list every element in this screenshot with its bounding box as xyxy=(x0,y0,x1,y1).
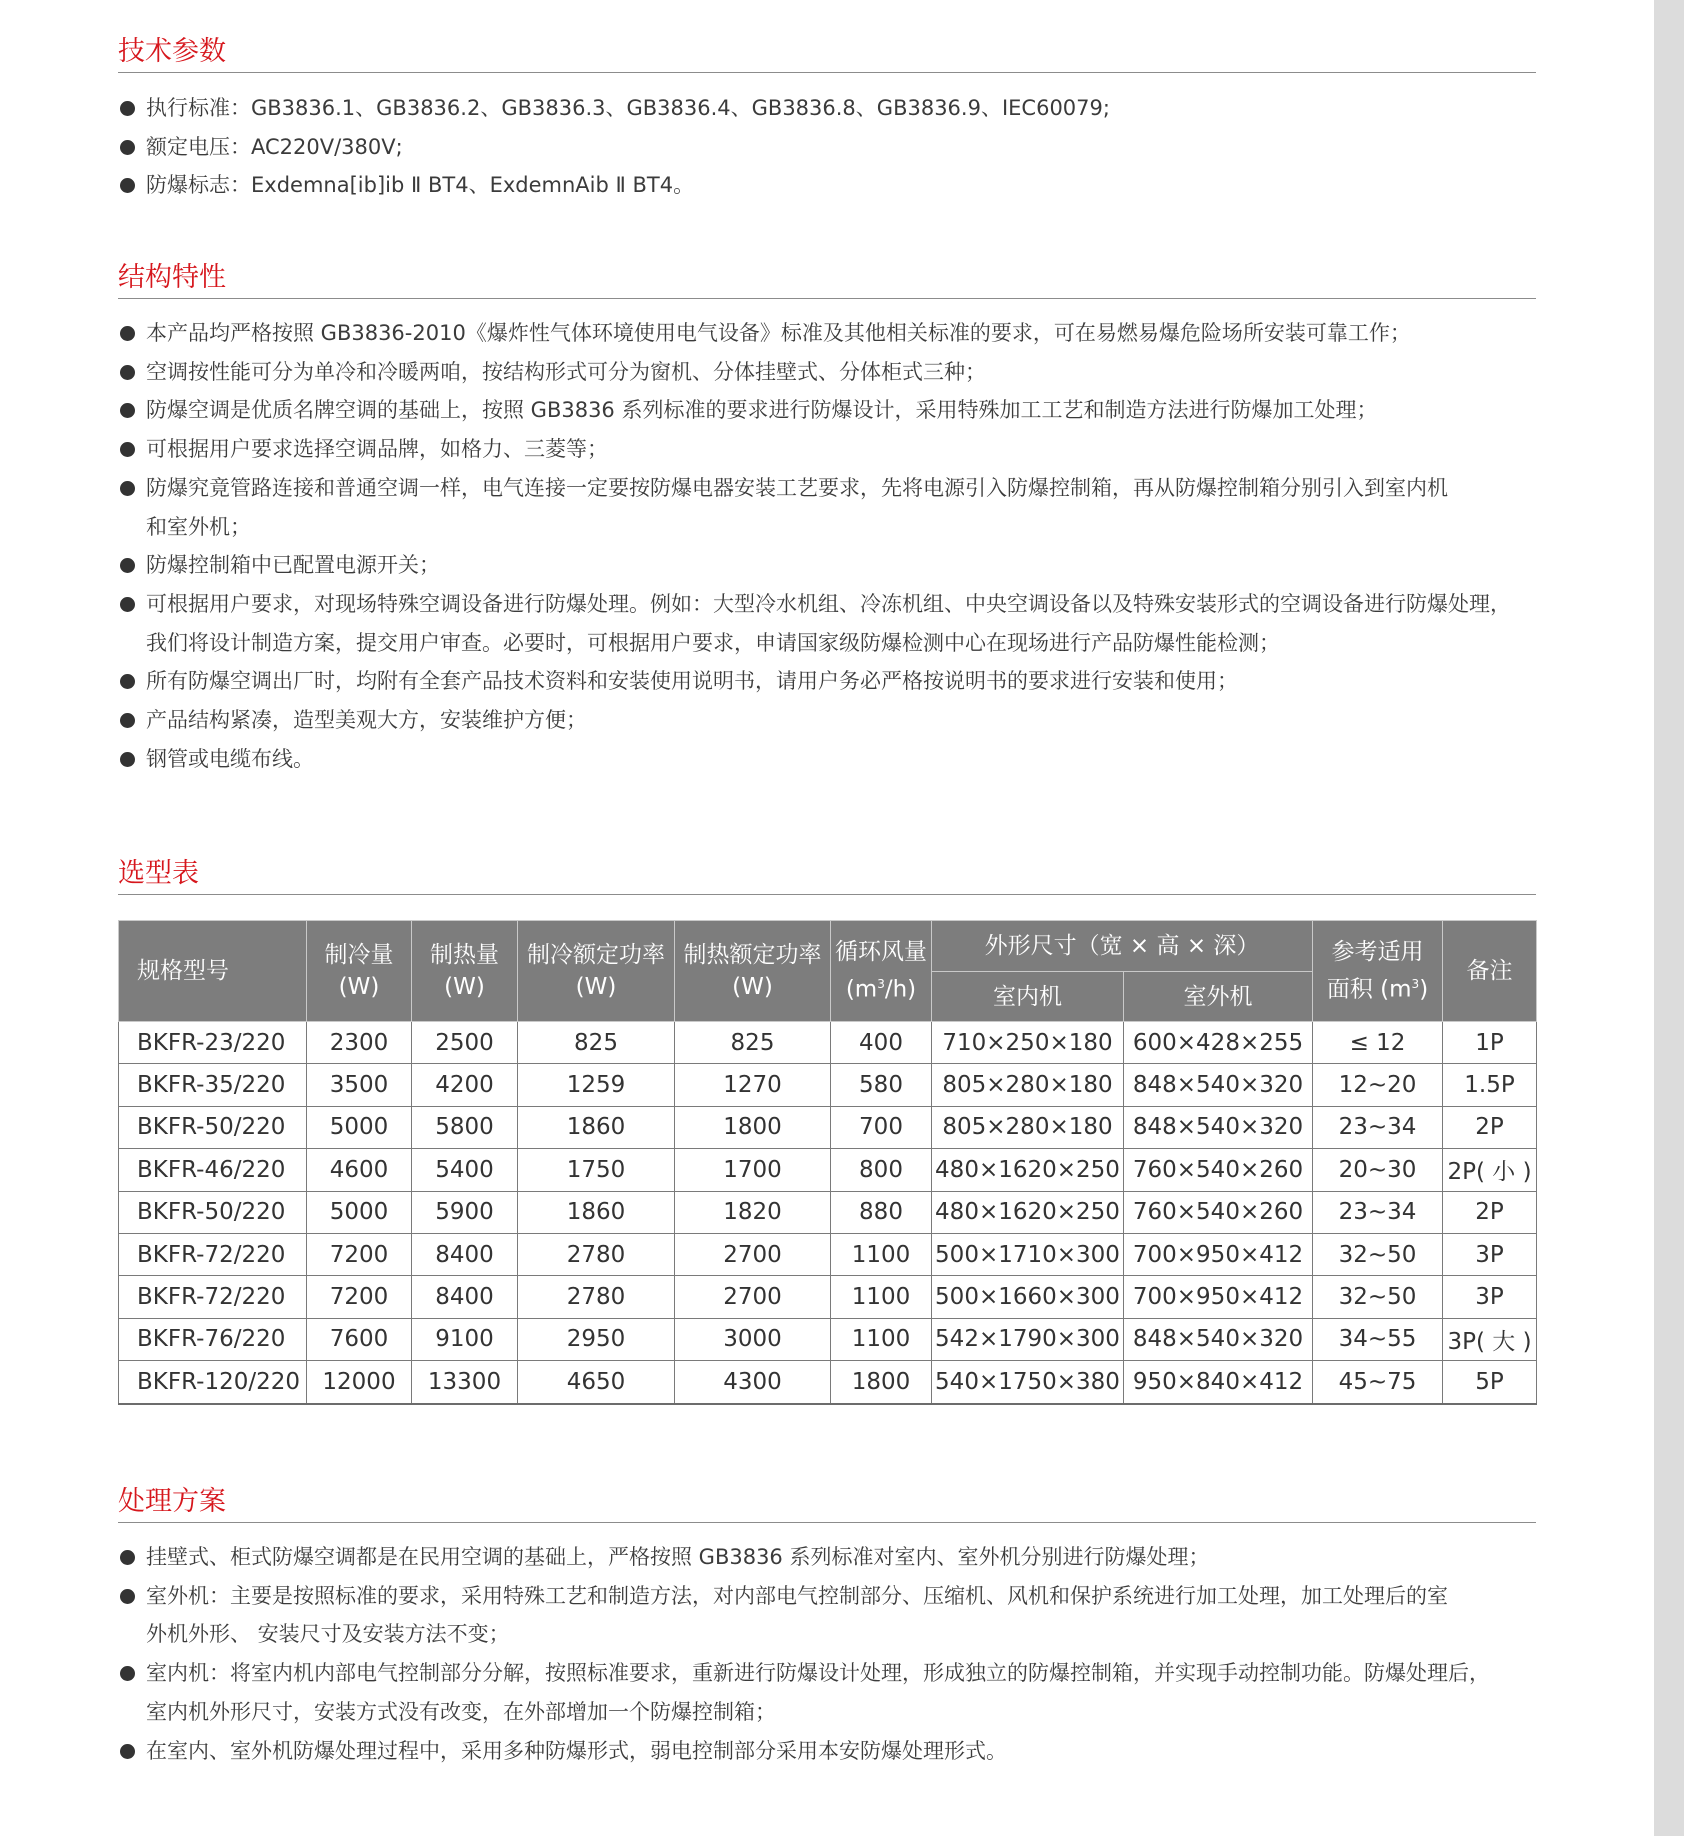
structure-list xyxy=(118,314,1538,778)
list-item: 防爆空调是优质名牌空调的基础上，按照 GB3836 系列标准的要求进行防爆设计，采用特殊加工工艺和制造方法进行防爆加工处理； xyxy=(118,391,1538,430)
col-indoor: 室内机 xyxy=(932,972,1124,1022)
col-area: 参考适用 面积 $(m^3)$ xyxy=(1313,921,1443,1022)
list-item: 室外机：主要是按照标准的要求，采用特殊工艺和制造方法，对内部电气控制部分、压缩机、风机和保护系统进行加工处理，加工处理后的室 外机外形、 安装尺寸及安装方法不变； xyxy=(118,1577,1538,1654)
list-item: 防爆究竟管路连接和普通空调一样，电气连接一定要按防爆电器安装工艺要求，先将电源引入防爆控制箱，再从防爆控制箱分别引入到室内机 和室外机； xyxy=(118,469,1538,546)
list-item: 本产品均严格按照 GB3836-2010《爆炸性气体环境使用电气设备》标准及其他相关标准的要求，可在易燃易爆危险场所安装可靠工作； xyxy=(118,314,1538,353)
list-item: 在室内、室外机防爆处理过程中，采用多种防爆形式，弱电控制部分采用本安防爆处理形式。 xyxy=(118,1732,1538,1771)
table-row: BKFR-46/220 4600 5400 1750 1700 800 480×1620×250 760×540×260 20~30 2P( 小 ) xyxy=(119,1149,1537,1191)
list-item: 室内机：将室内机内部电气控制部分分解，按照标准要求，重新进行防爆设计处理，形成独立的防爆控制箱，并实现手动控制功能。防爆处理后， 室内机外形尺寸，安装方式没有改变，在外部增加一个防爆控制箱； xyxy=(118,1654,1538,1731)
list-item: 空调按性能可分为单冷和冷暖两咱，按结构形式可分为窗机、分体挂壁式、分体柜式三种； xyxy=(118,353,1538,392)
table-row: BKFR-72/220 7200 8400 2780 2700 1100 500×1660×300 700×950×412 32~50 3P xyxy=(119,1276,1537,1318)
col-heat-power: 制热额定功率 (W) xyxy=(675,921,831,1022)
table-row: BKFR-50/220 5000 5900 1860 1820 880 480×1620×250 760×540×260 23~34 2P xyxy=(119,1191,1537,1233)
section-title-tech: 技术参数 xyxy=(118,34,1536,73)
col-size: 外形尺寸（宽 × 高 × 深） xyxy=(932,921,1313,972)
section-title-treatment: 处理方案 xyxy=(118,1484,1536,1523)
selection-table xyxy=(118,920,1537,1405)
section-title-selection: 选型表 xyxy=(118,856,1536,895)
table-row: BKFR-35/220 3500 4200 1259 1270 580 805×280×180 848×540×320 12~20 1.5P xyxy=(119,1064,1537,1106)
table-header-row xyxy=(119,921,1537,972)
table-row: BKFR-50/220 5000 5800 1860 1800 700 805×280×180 848×540×320 23~34 2P xyxy=(119,1106,1537,1148)
tech-list xyxy=(118,89,1538,205)
list-item: 额定电压：AC220V/380V; xyxy=(118,128,1538,167)
col-airflow: 循环风量 $(m^3/h)$ xyxy=(831,921,932,1022)
list-item: 可根据用户要求选择空调品牌，如格力、三菱等； xyxy=(118,430,1538,469)
list-item: 防爆标志：Exdemna[ib]ib Ⅱ BT4、ExdemnAib Ⅱ BT4。 xyxy=(118,166,1538,205)
list-item: 钢管或电缆布线。 xyxy=(118,740,1538,779)
treatment-list xyxy=(118,1538,1538,1770)
table-row: BKFR-72/220 7200 8400 2780 2700 1100 500×1710×300 700×950×412 32~50 3P xyxy=(119,1233,1537,1275)
col-heating: 制热量 (W) xyxy=(412,921,518,1022)
section-title-structure: 结构特性 xyxy=(118,260,1536,299)
list-item: 可根据用户要求，对现场特殊空调设备进行防爆处理。例如：大型冷水机组、冷冻机组、中央空调设备以及特殊安装形式的空调设备进行防爆处理， 我们将设计制造方案，提交用户审查。必要时，可根据用户要求，申请国家级防爆检测中心在现场进行产品防爆性能检测； xyxy=(118,585,1538,662)
list-item: 执行标准：GB3836.1、GB3836.2、GB3836.3、GB3836.4、GB3836.8、GB3836.9、IEC60079; xyxy=(118,89,1538,128)
col-model: 规格型号 xyxy=(119,921,307,1022)
col-cooling: 制冷量 (W) xyxy=(307,921,412,1022)
table-row: BKFR-120/220 12000 13300 4650 4300 1800 540×1750×380 950×840×412 45~75 5P xyxy=(119,1361,1537,1404)
list-item: 防爆控制箱中已配置电源开关； xyxy=(118,546,1538,585)
list-item: 所有防爆空调出厂时，均附有全套产品技术资料和安装使用说明书，请用户务必严格按说明书的要求进行安装和使用； xyxy=(118,662,1538,701)
scrollbar[interactable] xyxy=(1654,0,1684,1836)
col-cool-power: 制冷额定功率 (W) xyxy=(518,921,675,1022)
table-row: BKFR-76/220 7600 9100 2950 3000 1100 542×1790×300 848×540×320 34~55 3P( 大 ) xyxy=(119,1318,1537,1360)
col-note: 备注 xyxy=(1443,921,1537,1022)
table-row: BKFR-23/220 2300 2500 825 825 400 710×250×180 600×428×255 ≤ 12 1P xyxy=(119,1022,1537,1064)
col-outdoor: 室外机 xyxy=(1124,972,1313,1022)
list-item: 挂壁式、柜式防爆空调都是在民用空调的基础上，严格按照 GB3836 系列标准对室内、室外机分别进行防爆处理； xyxy=(118,1538,1538,1577)
list-item: 产品结构紧凑，造型美观大方，安装维护方便； xyxy=(118,701,1538,740)
